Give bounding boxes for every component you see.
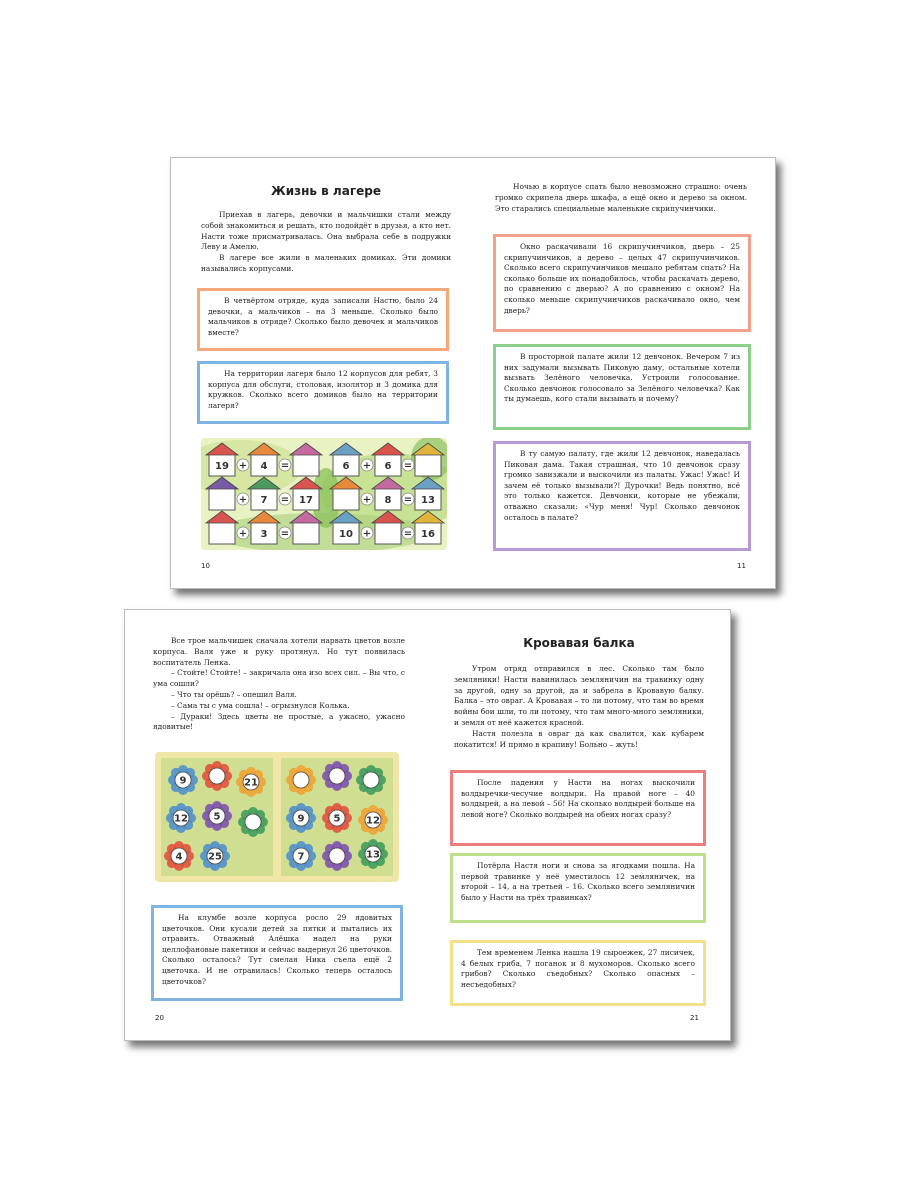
flower [286,841,316,871]
operator-sign: = [280,494,290,506]
house-number: 13 [421,495,435,506]
paragraph: Приехав в лагерь, девочки и мальчишки стали между собой знакомиться и решать, кто подойдёт в друзья, а кто нет. Насти тоже присматривалась. Она выбрала себе в подружки Леву и Амелю. [201,210,451,252]
flower-number: 7 [297,851,305,863]
house-number: 6 [342,461,350,472]
operator-sign: + [362,460,372,472]
page-title: Кровавая балка [523,636,635,650]
top-spread [170,157,776,589]
operator-sign: = [403,460,413,472]
operator-sign: + [362,494,372,506]
operator-sign: + [238,528,248,540]
operator-sign: + [238,494,248,506]
flower [322,841,352,871]
intro-paragraph: Ночью в корпусе спать было невозможно страшно: очень громко скрипела дверь шкафа, а ещё окно и дерево за окном. Это старались специальные маленькие скрипучинчики. [495,182,747,213]
houses-illustration [201,438,447,550]
paragraph: В лагере все жили в маленьких домиках. Эти домики назывались корпусами. [201,253,451,273]
dialogue-line: – Дураки! Здесь цветы не простые, а ужасно, ужасно ядовитые! [153,711,405,732]
flower-number: 9 [297,813,305,825]
flower [286,803,316,833]
flower [168,765,198,795]
house-number: 4 [260,461,268,472]
page-number: 20 [155,1014,164,1022]
task-box-orange: В четвёртом отряде, куда записали Настю, было 24 девочки, а мальчиков – на 3 меньше. Сколько было мальчиков в отряде? Сколько было девочек и мальчиков вместе? [197,288,449,351]
page-title: Жизнь в лагере [271,184,381,198]
task-box-red: После падения у Насти на ногах выскочили волдыречки-чесучие волдыри. На правой ноге – 40 волдырей, а на левой – 56! На сколько волдырей больше на левой ноге? Сколько волдырей на обеих ногах сразу? [450,770,706,846]
flower-number: 12 [366,815,380,827]
page-20 [125,610,427,1040]
flower [358,805,388,835]
flower [322,761,352,791]
operator-sign: = [280,460,290,472]
flowers-illustration [155,752,399,882]
bottom-spread [124,609,731,1041]
house-number: 16 [421,529,435,540]
flower [238,807,268,837]
house-number: 19 [215,461,229,472]
house-number: 6 [384,461,392,472]
flower [202,761,232,791]
flower-number: 5 [213,811,221,823]
page-number: 21 [690,1014,699,1022]
flower [322,803,352,833]
flower-number: 9 [179,775,187,787]
operator-sign: = [280,528,290,540]
page-number: 11 [737,562,746,570]
flower [166,803,196,833]
task-box-lightgreen: Потёрла Настя ноги и снова за ягодками пошла. На первой травинке у неё уместилось 12 земляничек, на второй – 14, а на третьей – 16. Сколько всего земляничин было у Насти на трёх травинках? [450,853,706,923]
flower [236,767,266,797]
page-10 [171,158,473,588]
page-number: 10 [201,562,210,570]
house-number: 10 [339,529,353,540]
operator-sign: = [403,494,413,506]
flower-number: 5 [333,813,341,825]
flower-number: 13 [366,849,380,861]
page-11 [473,158,775,588]
house-number: 8 [384,495,392,506]
operator-sign: + [362,528,372,540]
flower [358,839,388,869]
task-box-yellow: Тем временем Ленка нашла 19 сыроежек, 27 лисичек, 4 белых гриба, 7 поганок и 8 мухоморов. Сколько всего грибов? Сколько съедобных? Сколько опасных – несъедобных? [450,940,706,1006]
dialogue-line: – Что ты орёшь? – опешил Валя. [171,689,297,699]
flower [286,765,316,795]
task-box-blue: На территории лагеря было 12 корпусов для ребят, 3 корпуса для обслуги, столовая, изолятор и 3 домика для кружков. Сколько всего домиков было на территории лагеря? [197,361,449,424]
paragraph: Настя полезла в овраг да как свалится, как кубарем покатится! И прямо в крапиву! Больно – жуть! [454,728,704,749]
flowers-svg [155,752,399,882]
task-box-purple: В ту самую палату, где жили 12 девчонок, наведалась Пиковая дама. Такая страшная, что 10 девчонок сразу громко завизжали и выскочили из палаты. Ужас! Ужас! И зачем её только вызывали?! Дурочки! Ведь понятно, всё это только кажется. Девчонки, которые не убежали, отважно сказали: «Чур меня! Чур! Сколько девчонок осталось в палате? [493,441,751,551]
flower [202,801,232,831]
houses-svg [201,438,447,550]
page-21 [428,610,730,1040]
house-number: 17 [299,495,313,506]
task-box-salmon: Окно раскачивали 16 скрипучинчиков, дверь – 25 скрипучинчиков, а дерево – целых 47 скрипучинчиков. Сколько всего скрипучинчиков мешало ребятам спать? На сколько больше их понадобилось, чтобы раскачать дерево, по сравнению с дверью? А по сравнению с окном? На сколько меньше скрипучинчиков раскачивало окно, чем дверь? [493,234,751,332]
flower-number: 25 [208,851,222,863]
house-number: 7 [260,495,268,506]
flower [200,841,230,871]
operator-sign: = [403,528,413,540]
dialogue-line: – Сама ты с ума сошла! – огрызнулся Колька. [171,700,350,710]
paragraph: Утром отряд отправился в лес. Сколько там было земляники! Насти навинилась земляничин на травинку одну за другой, одну за другой, да и забрела в Кровавую балку. Балка – это овраг. А Кровавая – то ли потому, что там во время войны бои шли, то ли потому, что там много-много земляники, и земля от неё кажется красной. [454,664,704,727]
flower [164,841,194,871]
flower [356,765,386,795]
task-box-green: В просторной палате жили 12 девчонок. Вечером 7 из них задумали вызывать Пиковую даму, остальные хотели вызвать Зелёного человечка. Устроили голосование. Сколько девчонок голосовало за Зелёного человечка? Как ты думаешь, кого стали вызывать и почему? [493,344,751,430]
flower-number: 21 [244,777,258,789]
flower-number: 12 [174,813,188,825]
task-box-blue: На клумбе возле корпуса росло 29 ядовитых цветочков. Они кусали детей за пятки и пытались их отравить. Отважный Алёшка надел на руки целлофановые пакетики и сейчас выдернул 26 цветочков. Сколько осталось? Тут смелая Ника съела ещё 2 цветочка. И не отравилась! Сколько теперь осталось цветочков? [151,905,403,1001]
flower-number: 4 [175,851,183,863]
paragraph: Все трое мальчишек сначала хотели нарвать цветов возле корпуса. Валя уже и руку протянул. Но тут появилась воспитатель Ленка. [153,636,405,667]
operator-sign: + [238,460,248,472]
dialogue-line: – Стойте! Стойте! – закричала она изо всех сил. – Вы что, с ума сошли? [153,668,405,689]
house-number: 3 [260,529,268,540]
